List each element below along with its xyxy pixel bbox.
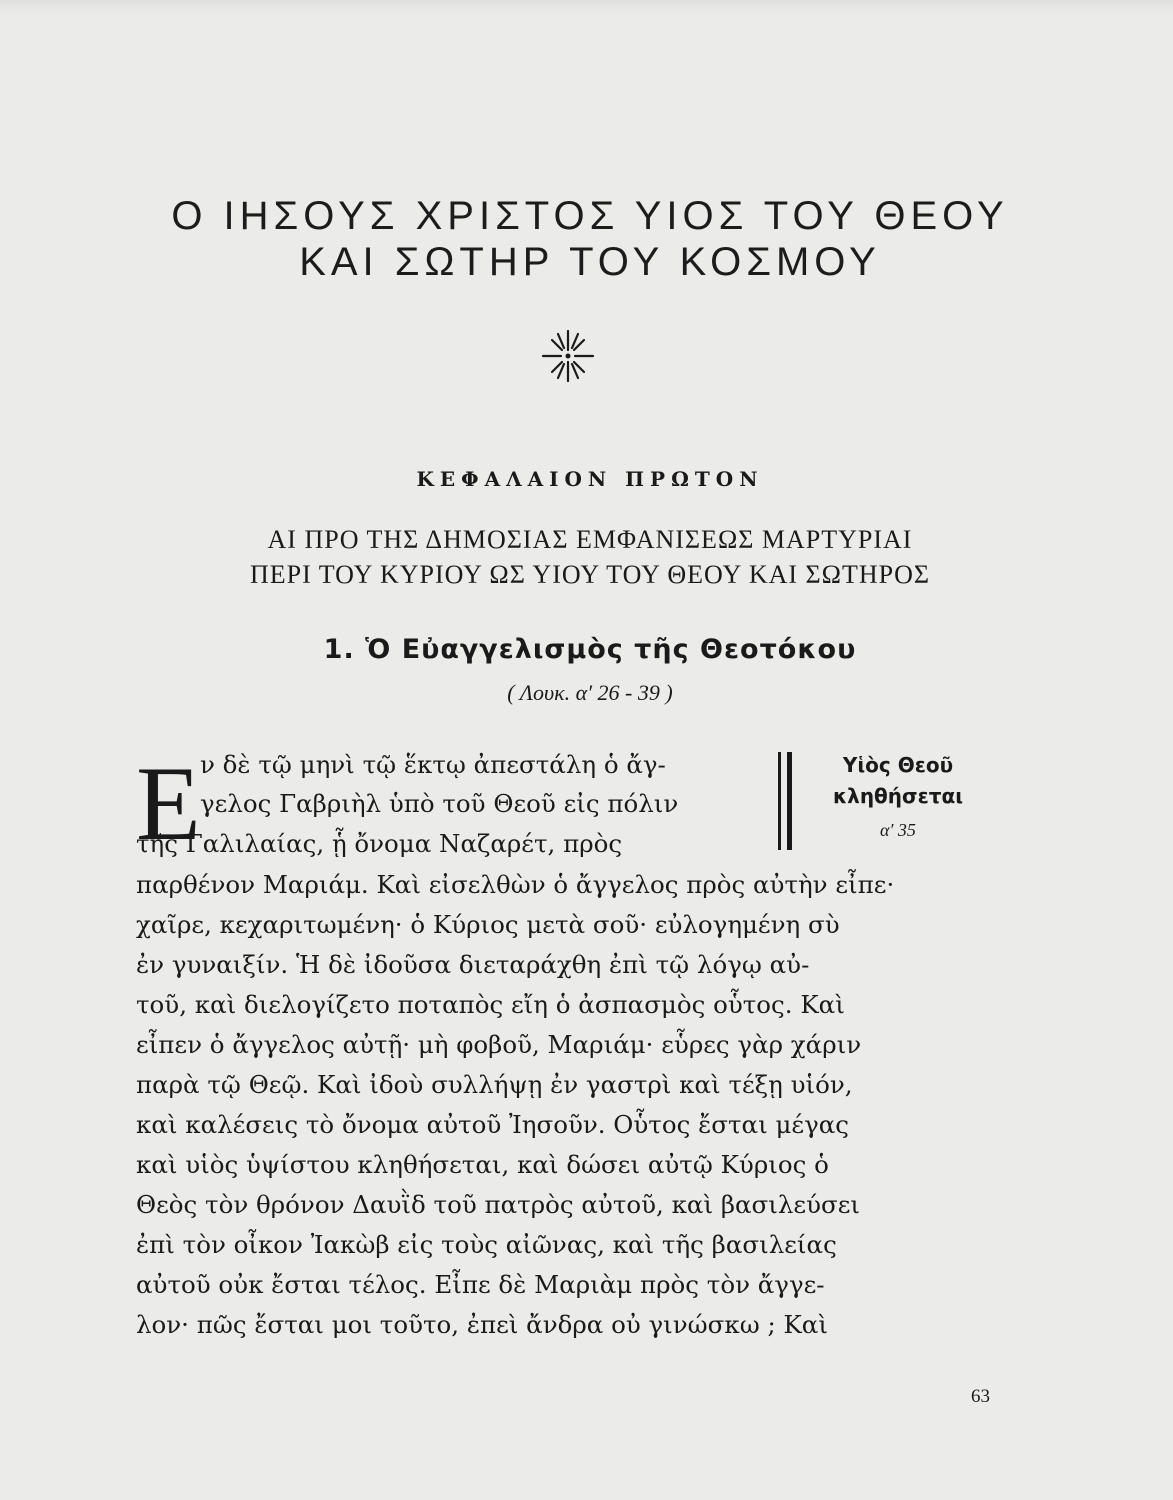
ornament-star-icon xyxy=(540,328,596,384)
body-line: ἐν γυναιξίν. Ἡ δὲ ἰδοῦσα διεταράχθη ἐπὶ τῷ λόγῳ αὐ- xyxy=(136,950,810,979)
margin-rule xyxy=(787,752,792,850)
margin-note-line-2: κληθήσεται xyxy=(832,784,964,808)
section-reference: ( Λουκ. α′ 26 - 39 ) xyxy=(507,680,673,705)
main-title-line-1: Ο ΙΗΣΟΥΣ ΧΡΙΣΤΟΣ ΥΙΟΣ ΤΟΥ ΘΕΟΥ xyxy=(171,194,1009,238)
body-line: γελος Γαβριὴλ ὑπὸ τοῦ Θεοῦ εἰς πόλιν xyxy=(200,789,679,818)
chapter-heading: ΚΕΦΑΛΑΙΟΝ ΠΡΩΤΟΝ xyxy=(416,467,764,491)
body-line: λον· πῶς ἔσται μοι τοῦτο, ἐπεὶ ἄνδρα οὐ γινώσκω ; Καὶ xyxy=(136,1310,828,1339)
body-line: χαῖρε, κεχαριτωμένη· ὁ Κύριος μετὰ σοῦ· εὐλογημένη σὺ xyxy=(136,910,840,939)
margin-rule xyxy=(778,752,781,850)
body-line: καὶ καλέσεις τὸ ὄνομα αὐτοῦ Ἰησοῦν. Οὗτος ἔσται μέγας xyxy=(136,1110,849,1139)
body-line: τοῦ, καὶ διελογίζετο ποταπὸς εἴη ὁ ἀσπασμὸς οὗτος. Καὶ xyxy=(136,990,845,1019)
body-line: Θεὸς τὸν θρόνον Δαυῒδ τοῦ πατρὸς αὐτοῦ, καὶ βασιλεύσει xyxy=(136,1190,861,1219)
body-line: αὐτοῦ οὐκ ἔσται τέλος. Εἶπε δὲ Μαριὰμ πρὸς τὸν ἄγγε- xyxy=(136,1270,825,1299)
body-line: ἐπὶ τὸν οἶκον Ἰακὼβ εἰς τοὺς αἰῶνας, καὶ τῆς βασιλείας xyxy=(136,1230,837,1259)
main-title-line-2: ΚΑΙ ΣΩΤΗΡ ΤΟΥ ΚΟΣΜΟΥ xyxy=(299,240,881,284)
body-line: εἶπεν ὁ ἄγγελος αὐτῇ· μὴ φοβοῦ, Μαριάμ· εὗρες γὰρ χάριν xyxy=(136,1030,862,1059)
body-line: παρὰ τῷ Θεῷ. Καὶ ἰδοὺ συλλήψῃ ἐν γαστρὶ καὶ τέξῃ υἱόν, xyxy=(136,1070,853,1099)
chapter-subtitle-line-2: ΠΕΡΙ ΤΟΥ ΚΥΡΙΟΥ ΩΣ ΥΙΟΥ ΤΟΥ ΘΕΟΥ ΚΑΙ ΣΩΤΗΡΟΣ xyxy=(249,560,931,589)
margin-note-reference: α′ 35 xyxy=(880,820,916,840)
body-line: καὶ υἱὸς ὑψίστου κληθήσεται, καὶ δώσει αὐτῷ Κύριος ὁ xyxy=(136,1150,829,1179)
body-line: ν δὲ τῷ μηνὶ τῷ ἕκτῳ ἀπεστάλη ὁ ἄγ- xyxy=(200,750,666,779)
margin-note-line-1: Υἱὸς Θεοῦ xyxy=(842,753,954,777)
chapter-subtitle-line-1: ΑΙ ΠΡΟ ΤΗΣ ΔΗΜΟΣΙΑΣ ΕΜΦΑΝΙΣΕΩΣ ΜΑΡΤΥΡΙΑΙ xyxy=(267,525,913,554)
body-line: τῆς Γαλιλαίας, ᾗ ὄνομα Ναζαρέτ, πρὸς xyxy=(136,829,623,858)
drop-cap: Ε xyxy=(136,745,201,862)
body-line: παρθένον Μαριάμ. Καὶ εἰσελθὼν ὁ ἄγγελος πρὸς αὐτὴν εἶπε· xyxy=(136,870,895,899)
section-title: 1. Ὁ Εὐαγγελισμὸς τῆς Θεοτόκου xyxy=(323,634,857,665)
page-number: 63 xyxy=(971,1386,990,1407)
